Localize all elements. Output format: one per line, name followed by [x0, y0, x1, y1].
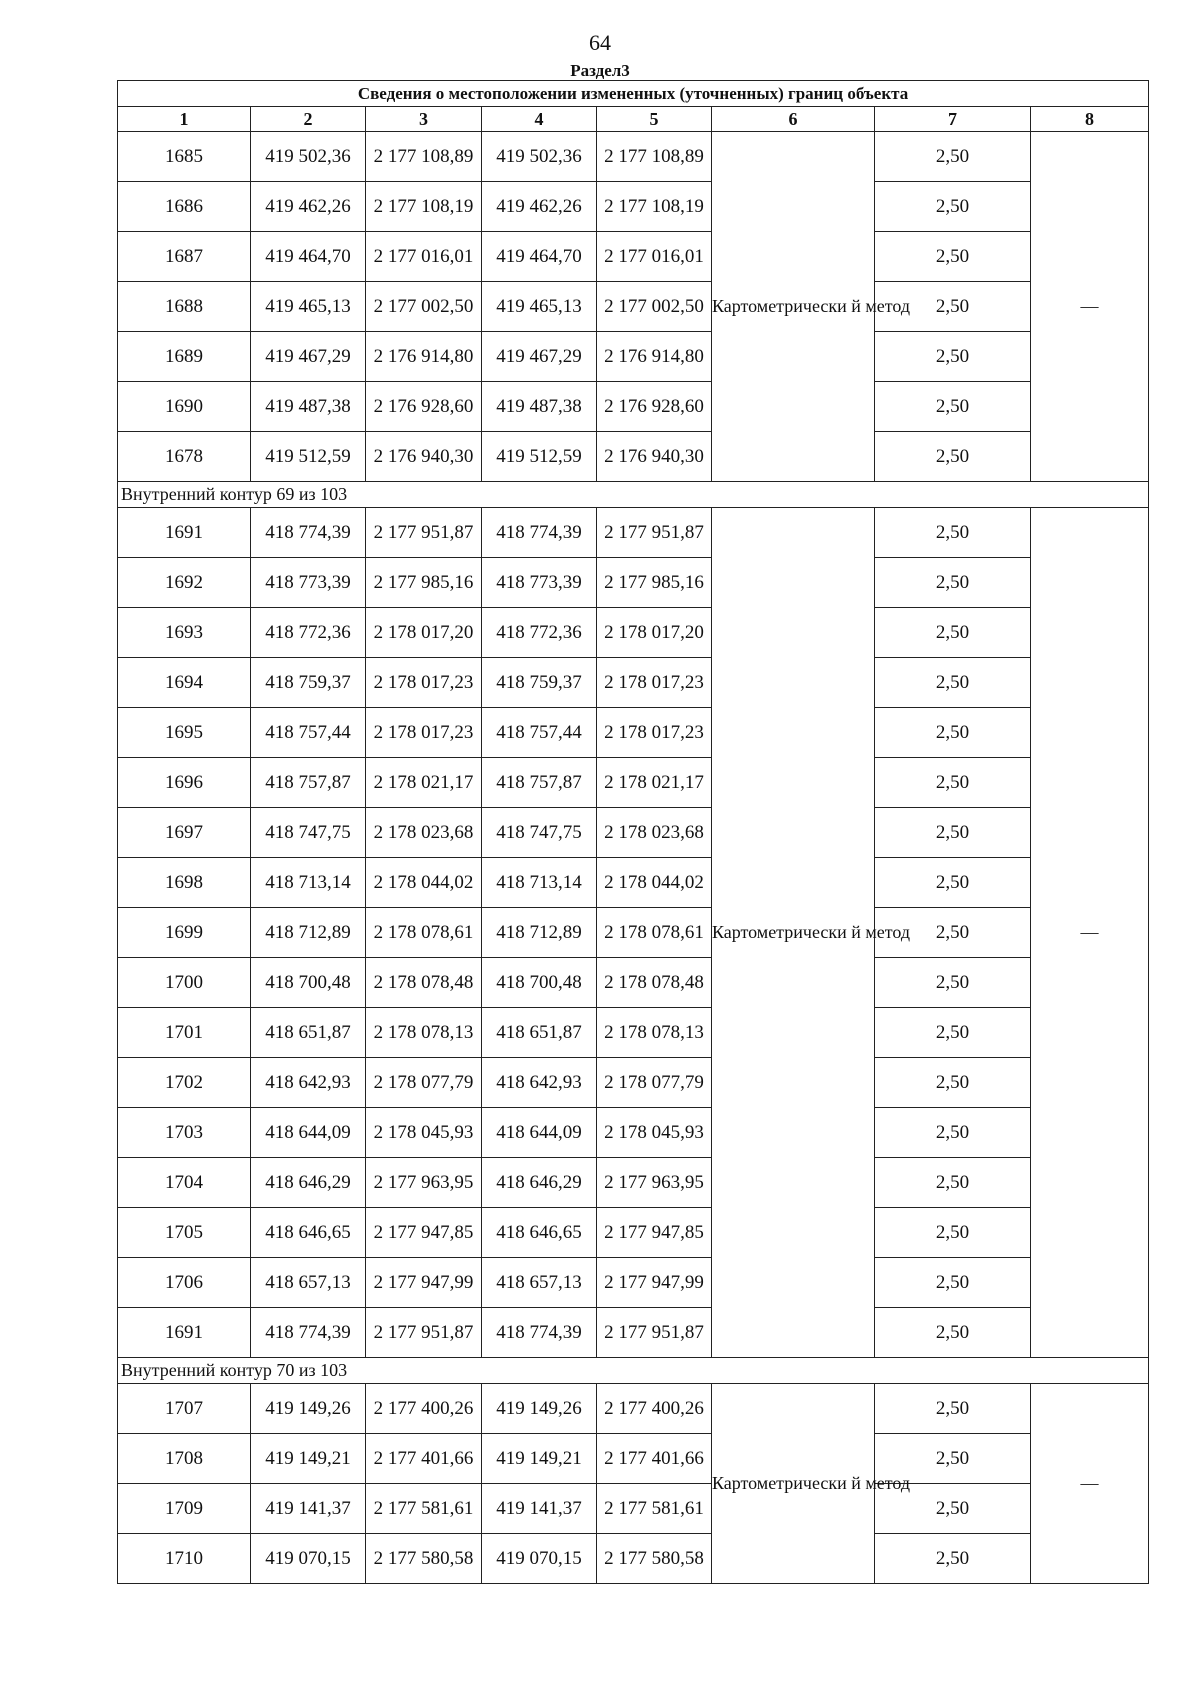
method-cell: Картометрически й метод: [712, 1384, 875, 1584]
table-row: [118, 1008, 1149, 1058]
y-coordinate-cell: 2 177 951,87: [597, 508, 712, 558]
table-row: [118, 808, 1149, 858]
x-coordinate-cell: 418 774,39: [482, 1308, 597, 1358]
x-coordinate-cell: 419 464,70: [251, 232, 366, 282]
point-number-cell: 1678: [118, 432, 251, 482]
note-cell: —: [1031, 508, 1149, 1358]
x-coordinate-cell: 418 757,87: [251, 758, 366, 808]
accuracy-cell: 2,50: [875, 608, 1031, 658]
x-coordinate-cell: 419 512,59: [482, 432, 597, 482]
accuracy-cell: 2,50: [875, 658, 1031, 708]
table-row: [118, 1384, 1149, 1434]
x-coordinate-cell: 418 759,37: [482, 658, 597, 708]
x-coordinate-cell: 419 070,15: [482, 1534, 597, 1584]
note-cell: —: [1031, 1384, 1149, 1584]
x-coordinate-cell: 418 646,65: [482, 1208, 597, 1258]
y-coordinate-cell: 2 177 401,66: [366, 1434, 482, 1484]
y-coordinate-cell: 2 178 078,61: [366, 908, 482, 958]
column-header: 7: [875, 107, 1031, 132]
accuracy-cell: 2,50: [875, 282, 1031, 332]
x-coordinate-cell: 418 651,87: [251, 1008, 366, 1058]
table-row: [118, 282, 1149, 332]
x-coordinate-cell: 418 642,93: [251, 1058, 366, 1108]
accuracy-cell: 2,50: [875, 958, 1031, 1008]
point-number-cell: 1693: [118, 608, 251, 658]
point-number-cell: 1698: [118, 858, 251, 908]
accuracy-cell: 2,50: [875, 1208, 1031, 1258]
x-coordinate-cell: 418 774,39: [251, 508, 366, 558]
x-coordinate-cell: 418 700,48: [482, 958, 597, 1008]
accuracy-cell: 2,50: [875, 132, 1031, 182]
y-coordinate-cell: 2 178 078,61: [597, 908, 712, 958]
y-coordinate-cell: 2 177 947,85: [366, 1208, 482, 1258]
y-coordinate-cell: 2 177 963,95: [597, 1158, 712, 1208]
point-number-cell: 1692: [118, 558, 251, 608]
accuracy-cell: 2,50: [875, 1434, 1031, 1484]
x-coordinate-cell: 419 141,37: [482, 1484, 597, 1534]
x-coordinate-cell: 418 646,65: [251, 1208, 366, 1258]
point-number-cell: 1703: [118, 1108, 251, 1158]
column-header: 5: [597, 107, 712, 132]
method-cell: Картометрически й метод: [712, 132, 875, 482]
accuracy-cell: 2,50: [875, 808, 1031, 858]
table-row: [118, 608, 1149, 658]
x-coordinate-cell: 418 757,44: [482, 708, 597, 758]
x-coordinate-cell: 419 487,38: [251, 382, 366, 432]
y-coordinate-cell: 2 177 947,85: [597, 1208, 712, 1258]
y-coordinate-cell: 2 177 951,87: [366, 1308, 482, 1358]
x-coordinate-cell: 418 712,89: [251, 908, 366, 958]
table-row: [118, 132, 1149, 182]
x-coordinate-cell: 419 502,36: [251, 132, 366, 182]
accuracy-cell: 2,50: [875, 1008, 1031, 1058]
point-number-cell: 1687: [118, 232, 251, 282]
y-coordinate-cell: 2 177 985,16: [597, 558, 712, 608]
y-coordinate-cell: 2 178 044,02: [366, 858, 482, 908]
point-number-cell: 1685: [118, 132, 251, 182]
y-coordinate-cell: 2 178 078,13: [366, 1008, 482, 1058]
column-header: 8: [1031, 107, 1149, 132]
accuracy-cell: 2,50: [875, 1484, 1031, 1534]
accuracy-cell: 2,50: [875, 758, 1031, 808]
accuracy-cell: 2,50: [875, 508, 1031, 558]
point-number-cell: 1695: [118, 708, 251, 758]
y-coordinate-cell: 2 176 928,60: [366, 382, 482, 432]
column-header: 3: [366, 107, 482, 132]
y-coordinate-cell: 2 178 078,48: [597, 958, 712, 1008]
column-header-row: [118, 107, 1149, 132]
method-cell: Картометрически й метод: [712, 508, 875, 1358]
y-coordinate-cell: 2 176 940,30: [366, 432, 482, 482]
x-coordinate-cell: 418 646,29: [482, 1158, 597, 1208]
x-coordinate-cell: 418 642,93: [482, 1058, 597, 1108]
table-row: [118, 908, 1149, 958]
x-coordinate-cell: 419 141,37: [251, 1484, 366, 1534]
y-coordinate-cell: 2 177 947,99: [597, 1258, 712, 1308]
table-row: [118, 1534, 1149, 1584]
y-coordinate-cell: 2 177 581,61: [366, 1484, 482, 1534]
x-coordinate-cell: 419 149,26: [482, 1384, 597, 1434]
table-row: [118, 232, 1149, 282]
point-number-cell: 1694: [118, 658, 251, 708]
x-coordinate-cell: 418 657,13: [251, 1258, 366, 1308]
y-coordinate-cell: 2 176 928,60: [597, 382, 712, 432]
column-header: 4: [482, 107, 597, 132]
point-number-cell: 1691: [118, 508, 251, 558]
y-coordinate-cell: 2 177 108,19: [597, 182, 712, 232]
accuracy-cell: 2,50: [875, 708, 1031, 758]
y-coordinate-cell: 2 177 108,19: [366, 182, 482, 232]
section-label: Раздел3: [570, 61, 630, 80]
accuracy-cell: 2,50: [875, 432, 1031, 482]
y-coordinate-cell: 2 177 002,50: [597, 282, 712, 332]
y-coordinate-cell: 2 177 581,61: [597, 1484, 712, 1534]
point-number-cell: 1707: [118, 1384, 251, 1434]
table-row: [118, 1058, 1149, 1108]
x-coordinate-cell: 418 713,14: [482, 858, 597, 908]
y-coordinate-cell: 2 177 016,01: [366, 232, 482, 282]
x-coordinate-cell: 419 149,21: [482, 1434, 597, 1484]
column-header: 6: [712, 107, 875, 132]
point-number-cell: 1696: [118, 758, 251, 808]
accuracy-cell: 2,50: [875, 908, 1031, 958]
y-coordinate-cell: 2 178 021,17: [597, 758, 712, 808]
y-coordinate-cell: 2 177 108,89: [366, 132, 482, 182]
point-number-cell: 1700: [118, 958, 251, 1008]
table-body: [118, 132, 1149, 1584]
accuracy-cell: 2,50: [875, 1158, 1031, 1208]
table-row: [118, 558, 1149, 608]
accuracy-cell: 2,50: [875, 1258, 1031, 1308]
x-coordinate-cell: 418 759,37: [251, 658, 366, 708]
y-coordinate-cell: 2 177 016,01: [597, 232, 712, 282]
y-coordinate-cell: 2 177 963,95: [366, 1158, 482, 1208]
y-coordinate-cell: 2 177 580,58: [597, 1534, 712, 1584]
point-number-cell: 1702: [118, 1058, 251, 1108]
table-row: [118, 958, 1149, 1008]
x-coordinate-cell: 419 149,21: [251, 1434, 366, 1484]
accuracy-cell: 2,50: [875, 1384, 1031, 1434]
x-coordinate-cell: 419 462,26: [251, 182, 366, 232]
table-row: [118, 1158, 1149, 1208]
table-row: [118, 432, 1149, 482]
page-number: 64: [589, 30, 611, 55]
y-coordinate-cell: 2 178 017,23: [597, 708, 712, 758]
table-row: [118, 382, 1149, 432]
x-coordinate-cell: 419 462,26: [482, 182, 597, 232]
table-row: [118, 708, 1149, 758]
point-number-cell: 1710: [118, 1534, 251, 1584]
point-number-cell: 1709: [118, 1484, 251, 1534]
y-coordinate-cell: 2 178 077,79: [597, 1058, 712, 1108]
table-row: [118, 508, 1149, 558]
y-coordinate-cell: 2 178 045,93: [366, 1108, 482, 1158]
x-coordinate-cell: 418 774,39: [251, 1308, 366, 1358]
x-coordinate-cell: 418 644,09: [482, 1108, 597, 1158]
contour-heading: Внутренний контур 70 из 103: [118, 1358, 1149, 1384]
table-row: [118, 1484, 1149, 1534]
column-header: 1: [118, 107, 251, 132]
y-coordinate-cell: 2 177 985,16: [366, 558, 482, 608]
y-coordinate-cell: 2 178 017,23: [366, 708, 482, 758]
x-coordinate-cell: 418 747,75: [482, 808, 597, 858]
point-number-cell: 1697: [118, 808, 251, 858]
x-coordinate-cell: 419 467,29: [251, 332, 366, 382]
point-number-cell: 1701: [118, 1008, 251, 1058]
point-number-cell: 1706: [118, 1258, 251, 1308]
table-row: [118, 332, 1149, 382]
table-row: [118, 1208, 1149, 1258]
accuracy-cell: 2,50: [875, 1534, 1031, 1584]
y-coordinate-cell: 2 178 078,13: [597, 1008, 712, 1058]
y-coordinate-cell: 2 177 401,66: [597, 1434, 712, 1484]
contour-heading-row: [118, 1358, 1149, 1384]
x-coordinate-cell: 418 774,39: [482, 508, 597, 558]
y-coordinate-cell: 2 177 951,87: [597, 1308, 712, 1358]
x-coordinate-cell: 419 467,29: [482, 332, 597, 382]
table-row: [118, 1434, 1149, 1484]
point-number-cell: 1708: [118, 1434, 251, 1484]
y-coordinate-cell: 2 178 044,02: [597, 858, 712, 908]
y-coordinate-cell: 2 177 400,26: [366, 1384, 482, 1434]
contour-heading-row: [118, 482, 1149, 508]
x-coordinate-cell: 418 757,44: [251, 708, 366, 758]
accuracy-cell: 2,50: [875, 1058, 1031, 1108]
accuracy-cell: 2,50: [875, 558, 1031, 608]
point-number-cell: 1686: [118, 182, 251, 232]
x-coordinate-cell: 418 773,39: [251, 558, 366, 608]
y-coordinate-cell: 2 178 078,48: [366, 958, 482, 1008]
y-coordinate-cell: 2 176 914,80: [597, 332, 712, 382]
x-coordinate-cell: 418 644,09: [251, 1108, 366, 1158]
x-coordinate-cell: 418 713,14: [251, 858, 366, 908]
note-cell: —: [1031, 132, 1149, 482]
y-coordinate-cell: 2 178 017,23: [597, 658, 712, 708]
y-coordinate-cell: 2 178 077,79: [366, 1058, 482, 1108]
column-header: 2: [251, 107, 366, 132]
point-number-cell: 1691: [118, 1308, 251, 1358]
point-number-cell: 1688: [118, 282, 251, 332]
y-coordinate-cell: 2 178 045,93: [597, 1108, 712, 1158]
x-coordinate-cell: 419 465,13: [482, 282, 597, 332]
y-coordinate-cell: 2 176 914,80: [366, 332, 482, 382]
x-coordinate-cell: 419 502,36: [482, 132, 597, 182]
y-coordinate-cell: 2 177 108,89: [597, 132, 712, 182]
table-row: [118, 658, 1149, 708]
x-coordinate-cell: 419 465,13: [251, 282, 366, 332]
y-coordinate-cell: 2 178 023,68: [366, 808, 482, 858]
y-coordinate-cell: 2 177 002,50: [366, 282, 482, 332]
y-coordinate-cell: 2 178 021,17: [366, 758, 482, 808]
accuracy-cell: 2,50: [875, 182, 1031, 232]
x-coordinate-cell: 418 772,36: [251, 608, 366, 658]
table-row: [118, 182, 1149, 232]
point-number-cell: 1705: [118, 1208, 251, 1258]
x-coordinate-cell: 418 657,13: [482, 1258, 597, 1308]
x-coordinate-cell: 419 487,38: [482, 382, 597, 432]
y-coordinate-cell: 2 177 400,26: [597, 1384, 712, 1434]
accuracy-cell: 2,50: [875, 858, 1031, 908]
accuracy-cell: 2,50: [875, 1308, 1031, 1358]
x-coordinate-cell: 418 773,39: [482, 558, 597, 608]
x-coordinate-cell: 419 464,70: [482, 232, 597, 282]
table-row: [118, 858, 1149, 908]
y-coordinate-cell: 2 177 580,58: [366, 1534, 482, 1584]
x-coordinate-cell: 418 700,48: [251, 958, 366, 1008]
y-coordinate-cell: 2 178 023,68: [597, 808, 712, 858]
contour-heading: Внутренний контур 69 из 103: [118, 482, 1149, 508]
x-coordinate-cell: 418 757,87: [482, 758, 597, 808]
table-row: [118, 758, 1149, 808]
y-coordinate-cell: 2 178 017,23: [366, 658, 482, 708]
point-number-cell: 1699: [118, 908, 251, 958]
coordinates-table: [117, 80, 1149, 1584]
x-coordinate-cell: 418 772,36: [482, 608, 597, 658]
accuracy-cell: 2,50: [875, 1108, 1031, 1158]
y-coordinate-cell: 2 177 951,87: [366, 508, 482, 558]
x-coordinate-cell: 418 646,29: [251, 1158, 366, 1208]
y-coordinate-cell: 2 176 940,30: [597, 432, 712, 482]
y-coordinate-cell: 2 177 947,99: [366, 1258, 482, 1308]
y-coordinate-cell: 2 178 017,20: [366, 608, 482, 658]
x-coordinate-cell: 419 512,59: [251, 432, 366, 482]
table-row: [118, 1308, 1149, 1358]
table-title: Сведения о местоположении измененных (уточненных) границ объекта: [118, 81, 1149, 107]
point-number-cell: 1690: [118, 382, 251, 432]
accuracy-cell: 2,50: [875, 232, 1031, 282]
x-coordinate-cell: 418 651,87: [482, 1008, 597, 1058]
point-number-cell: 1704: [118, 1158, 251, 1208]
x-coordinate-cell: 418 747,75: [251, 808, 366, 858]
y-coordinate-cell: 2 178 017,20: [597, 608, 712, 658]
accuracy-cell: 2,50: [875, 332, 1031, 382]
x-coordinate-cell: 418 712,89: [482, 908, 597, 958]
accuracy-cell: 2,50: [875, 382, 1031, 432]
x-coordinate-cell: 419 070,15: [251, 1534, 366, 1584]
table-row: [118, 1108, 1149, 1158]
point-number-cell: 1689: [118, 332, 251, 382]
x-coordinate-cell: 419 149,26: [251, 1384, 366, 1434]
table-row: [118, 1258, 1149, 1308]
